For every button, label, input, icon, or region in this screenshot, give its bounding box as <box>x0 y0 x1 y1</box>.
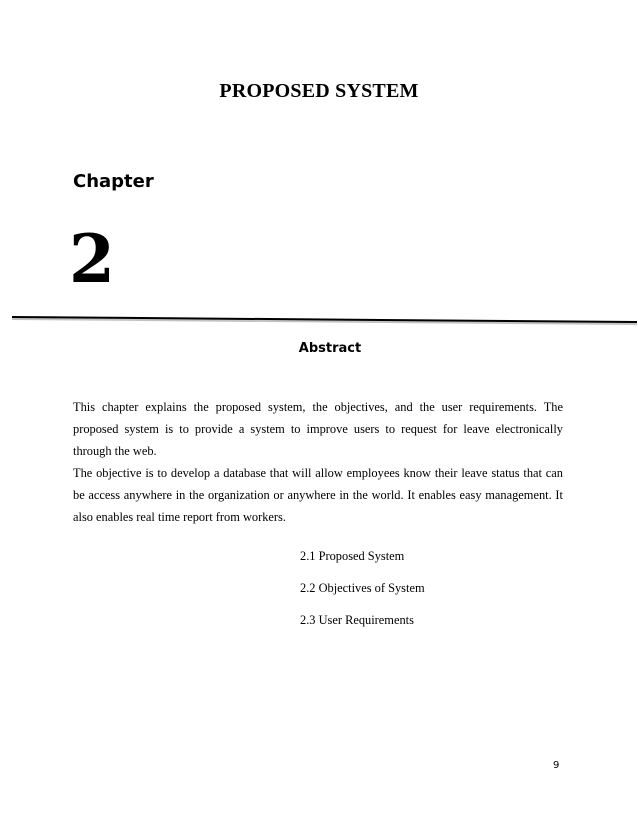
abstract-paragraph-2: The objective is to develop a database that will allow employees know their leave status that can be access anywhere in the organization or anywhere in the world. It enables easy management. It also enables real time report from workers. <box>73 466 563 524</box>
abstract-paragraph-1: This chapter explains the proposed system, the objectives, and the user requirements. The proposed system is to provide a system to improve users to request for leave electronically through the web. <box>73 400 563 458</box>
contents-item-proposed-system: 2.1 Proposed System <box>300 549 405 563</box>
chapter-number: 2 <box>69 220 115 298</box>
abstract-heading: Abstract <box>298 341 362 356</box>
page-number: 9 <box>553 760 560 771</box>
page-title: PROPOSED SYSTEM <box>219 80 419 102</box>
chapter-label: Chapter <box>73 171 154 192</box>
chapter-divider-rule <box>12 316 637 326</box>
contents-item-user-requirements: 2.3 User Requirements <box>300 613 414 627</box>
contents-item-objectives: 2.2 Objectives of System <box>300 581 425 595</box>
section-contents-list <box>300 546 425 642</box>
